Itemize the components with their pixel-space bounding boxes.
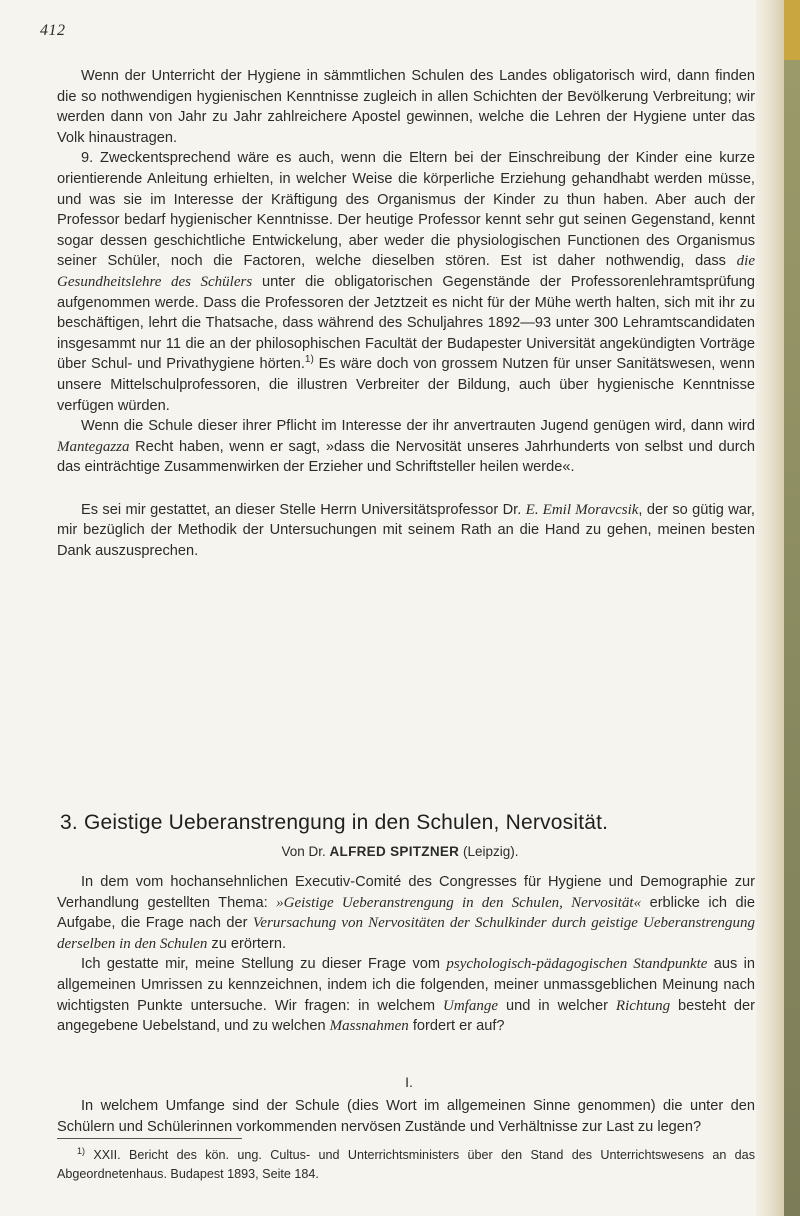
- paragraph: [57, 66, 755, 148]
- text: Wenn der Unterricht der Hygiene in sämmtlichen Schulen des Landes obligatorisch wird, dann finden die so nothwendigen hygienischen Kenntnisse zugleich in allen Schichten der Bevölkerung Verbreitung; wir werden dann von Jahr zu Jahr zahlreichere Apostel gewinnen, welche die Lehren der Hygiene unter das Volk hinaustragen.: [57, 68, 755, 146]
- text: Ich gestatte mir, meine Stellung zu dieser Frage vom: [81, 956, 447, 973]
- paragraph: [57, 1096, 755, 1137]
- body-text-top: [57, 66, 755, 562]
- body-text-final: [57, 1096, 755, 1137]
- author-name: ALFRED SPITZNER: [329, 844, 460, 859]
- author-line: [0, 844, 800, 859]
- paragraph: [57, 148, 755, 416]
- footnote-divider: [57, 1138, 242, 1139]
- footnote-marker: 1): [77, 1146, 86, 1156]
- page-number: 412: [40, 22, 66, 39]
- emphasis: Mantegazza: [57, 438, 130, 455]
- text: In welchem Umfange sind der Schule (dies Wort im allgemeinen Sinne genommen) die unter den Schülern und Schülerinnen vorkommenden nervösen Zustände und Verhältnisse zur Last zu legen?: [57, 1098, 755, 1135]
- text: Wenn die Schule dieser ihrer Pflicht im Interesse der ihr anvertrauten Jugend genügen wird, dann wird: [81, 418, 755, 435]
- text: In dem vom hochansehnlichen Executiv-Comité des Congresses für Hygiene und Demographie zur Verhandlung gestellten Thema:: [57, 874, 755, 911]
- page-edge-shadow: [784, 0, 800, 60]
- emphasis: Umfange: [443, 997, 498, 1014]
- footnote-ref[interactable]: 1): [304, 354, 314, 366]
- text: erblicke ich die Aufgabe, die Frage nach der: [57, 894, 755, 932]
- emphasis: Verursachung von Nervositäten der Schulkinder durch geistige Ueberanstrengung derselben in den Schulen: [57, 915, 755, 952]
- text: Es sei mir gestattet, an dieser Stelle Herrn Universitätsprofessor Dr.: [81, 501, 526, 518]
- text: fordert er auf?: [408, 1018, 505, 1035]
- body-text-bottom: [57, 872, 755, 1037]
- footnote-text: [57, 1142, 755, 1183]
- emphasis: Richtung: [615, 997, 671, 1014]
- paragraph: [57, 954, 755, 1036]
- text: und in welcher: [498, 997, 616, 1014]
- roman-numeral-heading: I.: [405, 1074, 413, 1090]
- paragraph: [57, 872, 755, 954]
- emphasis: psychologisch-pädagogischen Standpunkte: [446, 956, 708, 973]
- text: XXII. Bericht des kön. ung. Cultus- und Unterrichtsministers über den Stand des Unterrichtswesens an das Abgeordnetenhaus. Budapest 1893, Seite 184.: [57, 1148, 755, 1181]
- text: Es wäre doch von grossem Nutzen für unser Sanitätswesen, wenn unsere Mittelschulprofessoren, die illustren Verbreiter der Bildung, auch über hygienische Kenntnisse verfügen würden.: [57, 356, 755, 414]
- spacer: [57, 478, 755, 500]
- paragraph: [57, 416, 755, 478]
- emphasis: E. Emil Moravcsik: [525, 501, 639, 518]
- text: Recht haben, wenn er sagt, »dass die Nervosität unseres Jahrhunderts von selbst und durch das einträchtige Zusammenwirken der Erzieher und Schriftsteller heilen werde«.: [57, 438, 755, 476]
- text: 9. Zweckentsprechend wäre es auch, wenn die Eltern bei der Einschreibung der Kinder eine kurze orientierende Anleitung erhielten, in welcher Weise die körperliche Erziehung gehandhabt werden müsse, und was sie im Interesse der Kräftigung des Organismus der Kinder zu thun haben. Aber auch der Professor bedarf hygienischer Kenntnisse. Der heutige Professor kennt sehr gut seinen Gegenstand, kennt sogar dessen geschichtliche Entwickelung, aber weder die physiologischen Functionen des Organismus seiner Schüler, noch die Factoren, welche dieselben stören. Est ist daher nothwendig, dass: [57, 150, 755, 270]
- section-title: 3. Geistige Ueberanstrengung in den Schulen, Nervosität.: [60, 811, 609, 834]
- text: aus in allgemeinen Umrissen zu kennzeichnen, indem ich die folgenden, meiner unmassgeblichen Meinung nach wichtigsten Punkte untersuche. Wir fragen: in welchem: [57, 956, 755, 1014]
- text: , der so gütig war, mir bezüglich der Methodik der Untersuchungen mit seinem Rath an die Hand zu gehen, meinen besten Dank auszusprechen.: [57, 501, 755, 560]
- text: (Leipzig).: [459, 844, 519, 859]
- paragraph: [57, 500, 755, 562]
- text: Von Dr.: [281, 844, 330, 859]
- text: besteht der angegebene Uebelstand, und zu welchen: [57, 997, 756, 1035]
- emphasis: Massnahmen: [329, 1018, 409, 1035]
- emphasis: »Geistige Ueberanstrengung in den Schulen, Nervosität«: [276, 894, 642, 911]
- footnote: [57, 1142, 755, 1183]
- page-edge-shadow: [784, 60, 800, 1216]
- emphasis: die Gesundheitslehre des Schülers: [57, 253, 755, 290]
- text: unter die obligatorischen Gegenstände der Professorenlehramtsprüfung aufgenommen werde. Dass die Professoren der Jetztzeit es nicht für der Mühe werth halten, sich mit ihr zu beschäftigen, lehrt die Thatsache, dass während des Schuljahres 1892—93 unter 300 Lehramtscandidaten insgesammt nur 11 die an der philosophischen Facultät der Budapester Universität angekündigten Vorträge über Schul- und Privathygiene hörten.: [57, 273, 755, 373]
- text: zu erörtern.: [207, 935, 287, 952]
- page-edge: [756, 0, 800, 1216]
